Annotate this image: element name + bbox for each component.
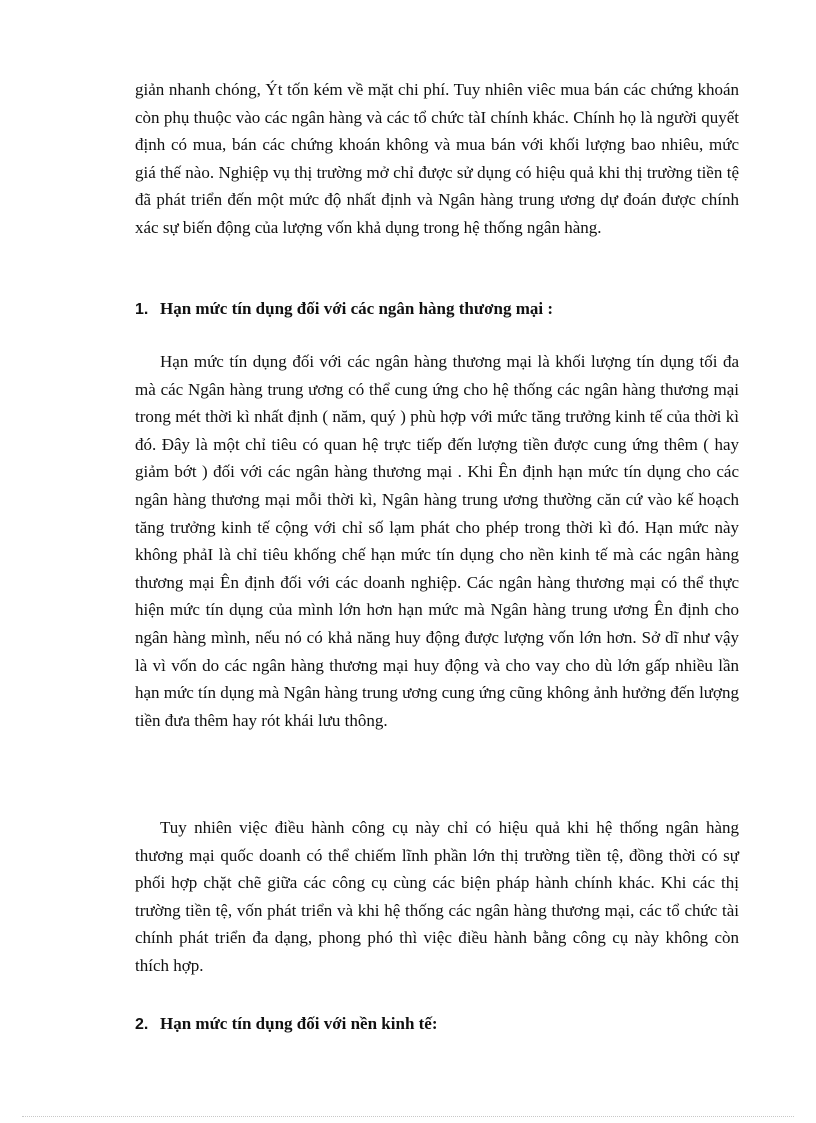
page-bottom-divider [22,1116,794,1117]
section-2-title: Hạn mức tín dụng đối với nền kinh tế: [160,1014,438,1033]
section-1-paragraph: Hạn mức tín dụng đối với các ngân hàng thương mại là khối lượng tín dụng tối đa mà các Ngân hàng trung ương có thể cung ứng cho hệ thống các ngân hàng thương mại trong mét thời kì nhất định ( năm, quý ) phù hợp với mức tăng trưởng kinh tế của thời kì đó. Đây là một chỉ tiêu có quan hệ trực tiếp đến lượng tiền được cung ứng thêm ( hay giảm bớt ) đối với các ngân hàng thương mại . Khi Ên định hạn mức tín dụng cho các ngân hàng thương mại mỗi thời kì, Ngân hàng trung ương thường căn cứ vào kế hoạch tăng trưởng kinh tế cộng với chỉ số lạm phát cho phép trong thời kì đó. Hạn mức này không phảI là chỉ tiêu khống chế hạn mức tín dụng cho nền kinh tế mà các ngân hàng thương mại Ên định đối với các doanh nghiệp. Các ngân hàng thương mại có thể thực hiện mức tín dụng của mình lớn hơn hạn mức mà Ngân hàng trung ương Ên định cho ngân hàng mình, nếu nó có khả năng huy động được lượng vốn lớn hơn. Sở dĩ như vậy là vì vốn do các ngân hàng thương mại huy động và cho vay cho dù lớn gấp nhiều lần hạn mức tín dụng mà Ngân hàng trung ương cung ứng cũng không ảnh hưởng đến lượng tiền đưa thêm hay rót khái lưu thông. [135,352,739,730]
section-1-number: 1. [135,301,149,318]
section-1-title: Hạn mức tín dụng đối với các ngân hàng thương mại : [160,299,553,318]
section-2-number: 2. [135,1016,149,1033]
section-1-followup-paragraph: Tuy nhiên việc điều hành công cụ này chỉ có hiệu quả khi hệ thống ngân hàng thương mại quốc doanh có thể chiếm lĩnh phần lớn thị trường tiền tệ, đồng thời có sự phối hợp chặt chẽ giữa các công cụ cùng các biện pháp hành chính khác. Khi các thị trường tiền tệ, vốn phát triển và khi hệ thống các ngân hàng thương mại, các tổ chức tài chính phát triển đa dạng, phong phó thì việc điều hành bằng công cụ này không còn thích hợp. [135,818,739,975]
section-2-heading [135,1012,739,1037]
intro-paragraph: giản nhanh chóng, Ýt tốn kém về mặt chi phí. Tuy nhiên viêc mua bán các chứng khoán còn phụ thuộc vào các ngân hàng và các tổ chức tàI chính khác. Chính họ là người quyết định có mua, bán các chứng khoán không và mua bán với khối lượng bao nhiêu, mức giá thế nào. Nghiệp vụ thị trường mở chỉ được sử dụng có hiệu quả khi thị trường tiền tệ đã phát triển đến một mức độ nhất định và Ngân hàng trung ương dự đoán được chính xác sự biến động của lượng vốn khả dụng trong hệ thống ngân hàng. [135,80,739,237]
section-1-heading [135,297,739,322]
